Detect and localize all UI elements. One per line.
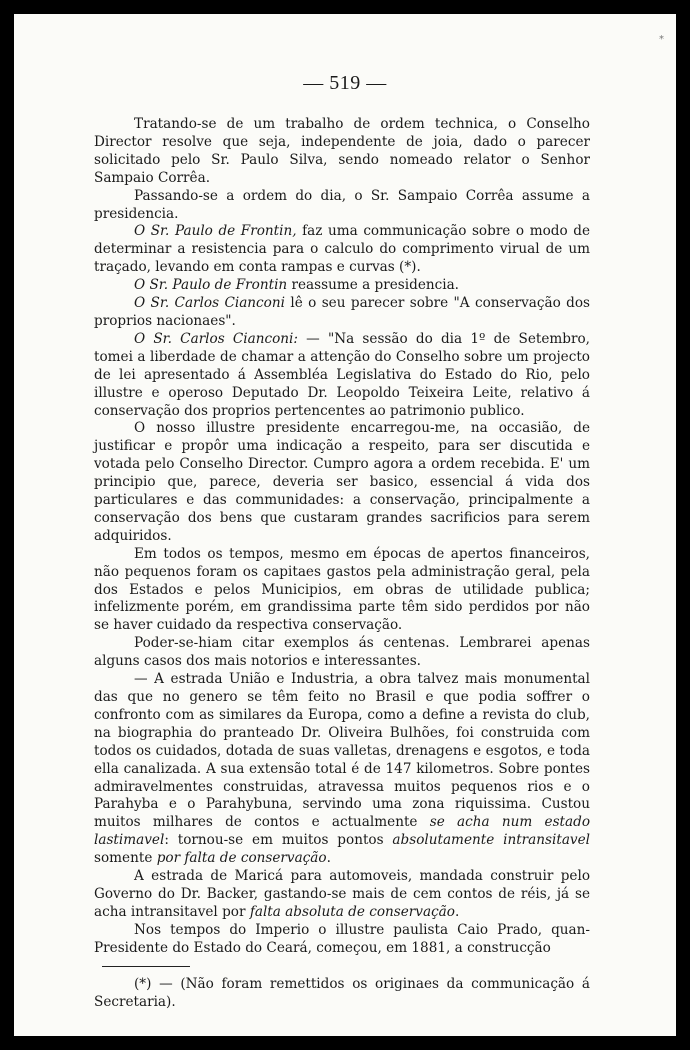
text-run: : tornou-se em muitos pontos bbox=[164, 832, 393, 849]
corner-mark: * bbox=[659, 34, 664, 45]
text-run: . bbox=[326, 850, 331, 867]
paragraph-text: faz uma communicação sobre o modo de determinar a resistencia para o calculo do comprimento virual de um traçado, levando em conta rampas e curvas (*). bbox=[94, 223, 590, 276]
text-run-italic: falta absoluta de conservação bbox=[249, 903, 455, 920]
paragraph: Poder-se-hiam citar exemplos ás centenas. Lembrarei apenas alguns casos dos mais notorios e interessantes. bbox=[94, 635, 590, 670]
paragraph bbox=[94, 331, 590, 421]
paragraph: Passando-se a ordem do dia, o Sr. Sampaio Corrêa assume a presidencia. bbox=[94, 187, 590, 222]
paragraph bbox=[94, 671, 590, 868]
paragraph-text: lê o seu parecer sobre "A conservação dos proprios nacionaes". bbox=[94, 295, 591, 329]
paragraph: Tratando-se de um trabalho de ordem technica, o Conselho Director resolve que seja, independente de joia, dado o parecer solicitado pelo Sr. Paulo Silva, sendo nomeado relator o Senhor Sampaio Corrêa. bbox=[94, 116, 590, 186]
text-run-italic: se acha num estado lastimavel bbox=[94, 814, 591, 849]
paragraph bbox=[94, 295, 590, 331]
text-run-italic: absolutamente intransitavel bbox=[392, 832, 590, 849]
speaker-name: O Sr. Carlos Cianconi bbox=[134, 295, 285, 312]
text-run: — A estrada União e Industria, a obra talvez mais monumental das que no genero se têm feito no Brasil e que podia soffrer o confronto com as similares da Europa, como a define a revista do club, na biographia do pranteado Dr. Oliveira Bulhões, foi construida com todos os cuidados, dotada de suas valletas, drenagens e esgotos, e toda ella canalizada. A sua extensão total é de 147 kilometros. Sobre pontes admiravelmentes construidas, atravessa muitos pequenos rios e o Parahyba e o Parahybuna, servindo uma zona riquissima. Custou muitos milhares de contos e actualmente bbox=[94, 671, 590, 831]
paragraph-text: — "Na sessão do dia 1º de Setembro, tomei a liberdade de chamar a attenção do Conselho sobre um projecto de lei apresentado á Assembléa Legislativa do Estado do Rio, pelo illustre e operoso Deputado Dr. Leopoldo Teixeira Leite, relativo á conservação dos proprios pertencentes ao patrimonio publico. bbox=[94, 330, 590, 419]
paragraph bbox=[94, 868, 590, 922]
page-number: — 519 — bbox=[303, 72, 387, 94]
footnote-text: (*) — (Não foram remettidos os originaes da communicação á Secretaria). bbox=[94, 976, 590, 1010]
paragraph: Nos tempos do Imperio o illustre paulista Caio Prado, quan-Presidente do Estado do Ceará, começou, em 1881, a construcção bbox=[94, 921, 590, 956]
text-run: A estrada de Maricá para automoveis, mandada construir pelo Governo do Dr. Backer, gastando-se mais de cem contos de réis, já se acha intransitavel por bbox=[94, 868, 590, 920]
footnote-rule bbox=[102, 966, 190, 967]
paragraph-text: reassume a presidencia. bbox=[287, 277, 460, 294]
footnote bbox=[94, 976, 590, 1012]
speaker-name: O Sr. Paulo de Frontin bbox=[134, 277, 288, 294]
body-text bbox=[94, 116, 590, 958]
text-run: somente bbox=[94, 850, 157, 867]
paragraph: Em todos os tempos, mesmo em épocas de apertos financeiros, não pequenos foram os capitaes gastos pela administração geral, pela dos Estados e pelos Municipios, em obras de utilidade publica; infelizmente porém, em grandissima parte têm sido perdidos por não se haver cuidado da respectiva conservação. bbox=[94, 545, 590, 634]
text-run: . bbox=[454, 903, 460, 920]
speaker-name: O Sr. Paulo de Frontin, bbox=[134, 223, 297, 240]
paragraph bbox=[94, 223, 590, 277]
paragraph bbox=[94, 277, 590, 295]
text-run-italic: por falta de conservação bbox=[156, 850, 327, 867]
paragraph: O nosso illustre presidente encarregou-me, na occasião, de justificar e propôr uma indicação a respeito, para ser discutida e votada pelo Conselho Director. Cumpro agora a ordem recebida. E' um principio que, parece, deveria ser basico, essencial á vida dos particulares e das communidades: a conservação, principalmente a conservação dos bens que custaram grandes sacrificios para serem adquiridos. bbox=[94, 420, 590, 544]
speaker-name: O Sr. Carlos Cianconi: bbox=[134, 330, 298, 347]
document-page bbox=[14, 14, 676, 1036]
